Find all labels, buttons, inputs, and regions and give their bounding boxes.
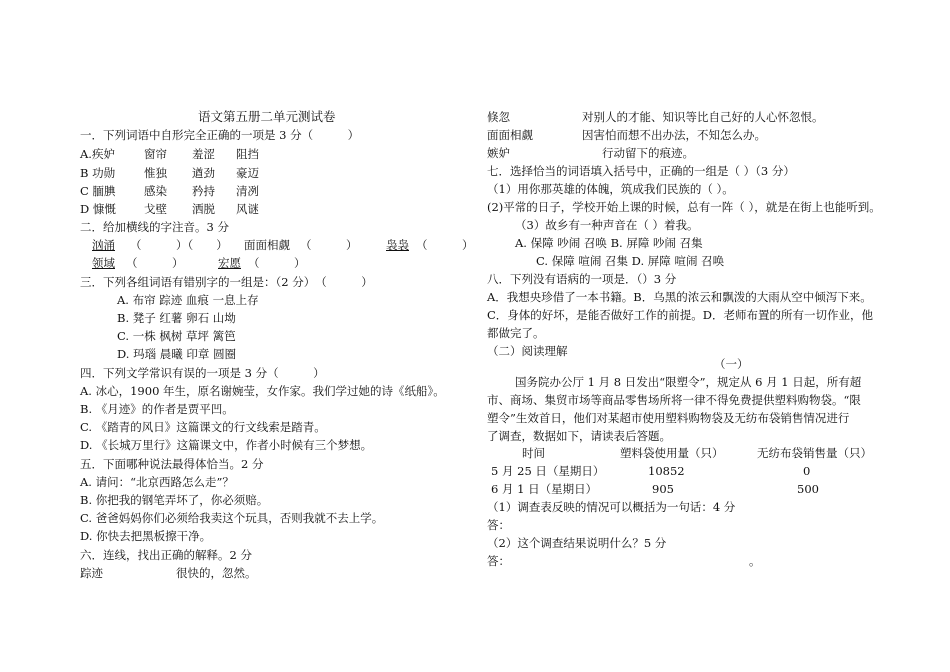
q5-stem: 五．下面哪种说法最得体恰当。2 分 <box>80 457 264 471</box>
table-header: 无纺布袋销售量（只） <box>757 446 872 460</box>
q8-stem: 八．下列没有语病的一项是．（）3 分 <box>487 272 677 286</box>
reading-answer-1: 答： <box>487 518 510 532</box>
q6-term: 踪迹 <box>80 566 103 580</box>
reading-section-number: （一） <box>714 357 749 371</box>
q3-stem: 三．下列各组词语有错别字的一组是：（2 分） （ ） <box>80 275 373 289</box>
q7-options-ab: A. 保障 吵闹 召唤 B. 屏障 吵闹 召集 <box>515 236 703 250</box>
q6-stem: 六．连线，找出正确的解释。2 分 <box>80 548 252 562</box>
q4-option-a: A. 冰心，1900 年生，原名谢婉莹，女作家。我们学过她的诗《纸船》。 <box>80 384 445 398</box>
q7-options-cd: C. 保障 喧闹 召集 D. 屏障 喧闹 召唤 <box>536 254 725 268</box>
reading-answer-2: 答： <box>487 554 510 568</box>
q1-stem: 一．下列词语中自形完全正确的一项是 3 分（ ） <box>80 128 360 142</box>
q8-line-2: C．身体的好坏，是能否做好工作的前提。D．老师布置的所有一切作业，他 <box>487 308 874 322</box>
q5-option-c: C. 爸爸妈妈你们必须给我卖这个玩具，否则我就不去上学。 <box>80 511 384 525</box>
table-cell: 6 月 1 日（星期日） <box>491 482 598 496</box>
page-title: 语文第五册二单元测试卷 <box>198 109 336 124</box>
q3-option-a: A. 布帘 踪迹 血痕 一息上存 <box>117 293 259 307</box>
table-header: 塑料袋使用量（只） <box>620 446 724 460</box>
table-cell: 10852 <box>648 464 685 478</box>
q8-line-1: A．我想央珍借了一本书籍。B．乌黑的浓云和飘泼的大雨从空中倾泻下来。 <box>487 290 872 304</box>
q7-stem: 七．选择恰当的词语填入括号中，正确的一组是（ ）（3 分） <box>487 164 795 178</box>
q5-option-a: A. 请问：“北京西路怎么走”？ <box>80 475 234 489</box>
q4-option-d: D. 《长城万里行》这篇课文中，作者小时候有三个梦想。 <box>80 438 373 452</box>
reading-heading: （二）阅读理解 <box>487 344 568 358</box>
q5-option-d: D. 你快去把黑板擦干净。 <box>80 529 212 543</box>
q3-option-b: B. 凳子 红薯 卵石 山坳 <box>117 311 236 325</box>
q7-sentence-1: （1）用你那英雄的体魄，筑成我们民族的（ ）。 <box>487 182 734 196</box>
q5-option-b: B. 你把我的钢笔弄坏了，你必须赔。 <box>80 493 269 507</box>
q4-option-b: B. 《月迹》的作者是贾平凹。 <box>80 402 234 416</box>
q7-sentence-3: （3）故乡有一种声音在（ ）着我。 <box>515 218 699 232</box>
q4-stem: 四．下列文学常识有误的一项是 3 分（ ） <box>80 366 325 380</box>
reading-answer-2-end: 。 <box>749 554 761 568</box>
reading-paragraph-line-3: 塑令”生效首日，他们对某超市使用塑料购物袋及无纺布袋销售情况进行 <box>487 411 850 425</box>
q4-option-c: C. 《踏青的风日》这篇课文的行文线索是踏青。 <box>80 420 326 434</box>
q7-sentence-2: (2)平常的日子，学校开始上课的时候，总有一阵（ ），就是在街上也能听到。 <box>487 200 881 214</box>
q3-option-d: D. 玛瑙 晨曦 印章 圆圈 <box>117 347 237 361</box>
q3-option-c: C. 一株 枫树 草坪 篱笆 <box>117 329 236 343</box>
table-cell: 0 <box>803 464 811 478</box>
q8-line-3: 都做完了。 <box>487 326 545 340</box>
reading-question-1: （1）调查表反映的情况可以概括为一句话：4 分 <box>487 500 736 514</box>
table-header: 时间 <box>522 446 545 460</box>
table-cell: 905 <box>652 482 674 496</box>
table-cell: 500 <box>797 482 819 496</box>
reading-paragraph-line-1: 国务院办公厅 1 月 8 日发出“限塑令”，规定从 6 月 1 日起，所有超 <box>515 375 862 389</box>
reading-paragraph-line-4: 了调查，数据如下，请读表后答题。 <box>487 429 671 443</box>
q2-stem: 二．给加横线的字注音。3 分 <box>80 220 229 234</box>
reading-question-2: （2）这个调查结果说明什么？5 分 <box>487 536 667 550</box>
reading-paragraph-line-2: 市、商场、集贸市场等商品零售场所将一律不得免费提供塑料购物袋。“限 <box>487 393 861 407</box>
q6-meaning: 很快的，忽然。 <box>176 566 257 580</box>
table-cell: 5 月 25 日（星期日） <box>491 464 605 478</box>
